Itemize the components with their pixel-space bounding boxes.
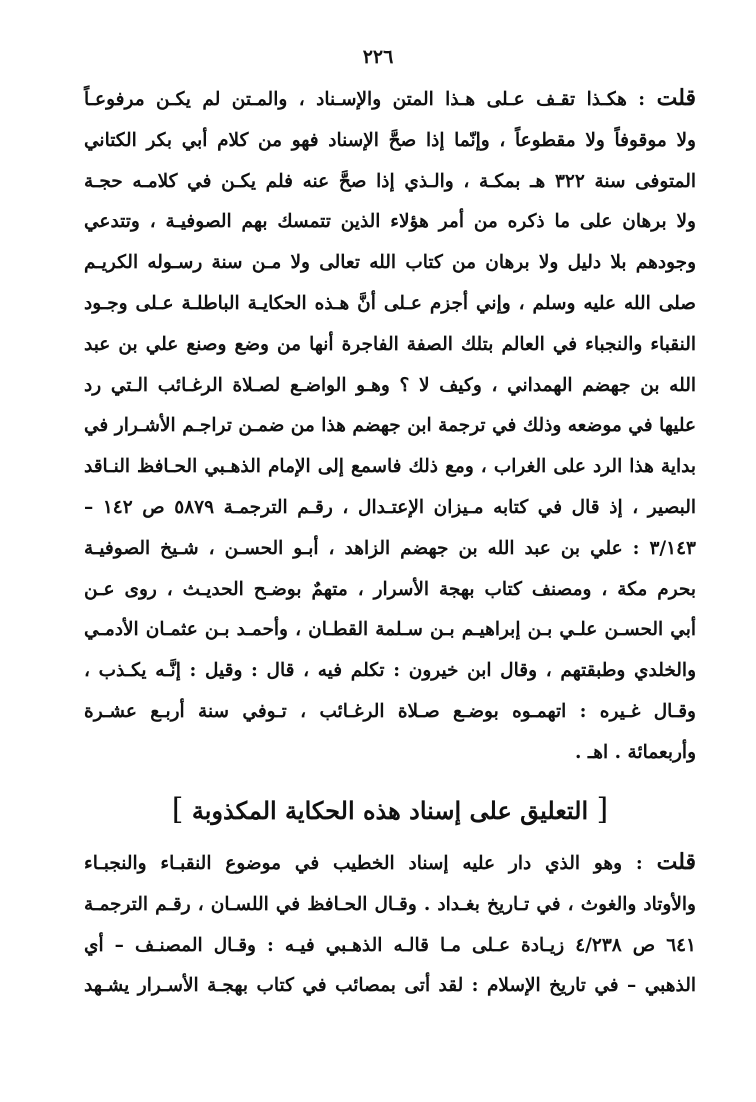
text-line: والخلدي وطبقتهم ، وقال ابن خيرون : تكلم فيه ، قال : وقيل : إنَّـه يكـذب ، (84, 660, 696, 682)
heading-open-bracket: [ (596, 792, 609, 827)
text-line: المتوفى سنة ٣٢٢ هـ بمكـة ، والـذي إذا صحَّ عنه فلم يكـن في كلامـه حجـة (84, 170, 696, 192)
text-line: وأربعمائة . اهـ . (575, 741, 696, 763)
text-line: ٣/١٤٣ : علي بن عبد الله بن جهضم الزاهد ، أبـو الحسـن ، شـيخ الصوفيـة (84, 537, 696, 559)
qult-marker: قلت (656, 85, 696, 111)
section-heading (84, 792, 696, 827)
paragraph-2 (84, 842, 696, 1007)
text-line: بحرم مكة ، ومصنف كتاب بهجة الأسرار ، متهمٌ بوضـح الحديـث ، روى عـن (84, 578, 696, 600)
paragraph-1 (84, 78, 696, 774)
qult-marker: قلت (656, 849, 696, 875)
text-line: ٦٤١ ص ٤/٢٣٨ زيـادة عـلى مـا قالـه الذهـبي فيـه : وقـال المصنـف – أي (84, 934, 696, 956)
text-line: النقباء والنجباء في العالم بتلك الصفة الفاجرة أنها من وضع وصنع علي بن عبد (84, 333, 696, 355)
text-line: عليها في موضعه وذلك في ترجمة ابن جهضم هذا من ضمـن تراجـم الأشـرار في (84, 415, 696, 437)
text-line: ولا برهان على ما ذكره من أمر هؤلاء الذين تتمسك بهم الصوفيـة ، وتتدعي (84, 211, 696, 233)
heading-text: التعليق على إسناد هذه الحكاية المكذوبة (191, 796, 589, 825)
text-line: أبي الحسـن علـي بـن إبراهيـم بـن سـلمة القطـان ، وأحمـد بـن عثمـان الأدمـي (84, 619, 696, 641)
page-number: ٢٢٦ (362, 46, 394, 68)
text-line: الله بن جهضم الهمداني ، وكيف لا ؟ وهـو الواضـع لصـلاة الرغـائب الـتي رد (84, 374, 696, 396)
text-line: صلى الله عليه وسلم ، وإني أجزم عـلى أنَّ هـذه الحكايـة الباطلـة عـلى وجـود (84, 292, 696, 314)
text-line: الذهبي – في تاريخ الإسلام : لقد أتى بمصائب في كتاب بهجـة الأسـرار يشـهد (84, 975, 696, 997)
text-line: وجودهم بلا دليل ولا برهان من كتاب الله تعالى ولا مـن سنة رسـوله الكريـم (84, 252, 696, 274)
text-line: قلت : وهو الذي دار عليه إسناد الخطيب في موضوع النقبـاء والنجبـاء (84, 849, 696, 875)
text-line: والأوتاد والغوث ، في تـاريخ بغـداد . وقـال الحـافظ في اللسـان ، رقـم الترجمـة (84, 893, 696, 915)
text-line: قلت : هكـذا تقـف عـلى هـذا المتن والإسـناد ، والمـتن لم يكـن مرفوعـاً (84, 85, 696, 111)
text-line: بداية هذا الرد على الغراب ، ومع ذلك فاسمع إلى الإمام الذهـبي الحـافظ النـاقد (84, 456, 696, 478)
heading-close-bracket: ] (171, 792, 184, 827)
text-line: وقـال غـيره : اتهمـوه بوضـع صـلاة الرغـائب ، تـوفي سنة أربـع عشـرة (84, 700, 696, 722)
text-line: ولا موقوفاً ولا مقطوعاً ، وإنّما إذا صحَّ الإسناد فهو من كلام أبي بكر الكتاني (84, 129, 696, 151)
text-line: البصير ، إذ قال في كتابه مـيزان الإعتـدال ، رقـم الترجمـة ٥٨٧٩ ص ١٤٢ – (84, 496, 696, 518)
